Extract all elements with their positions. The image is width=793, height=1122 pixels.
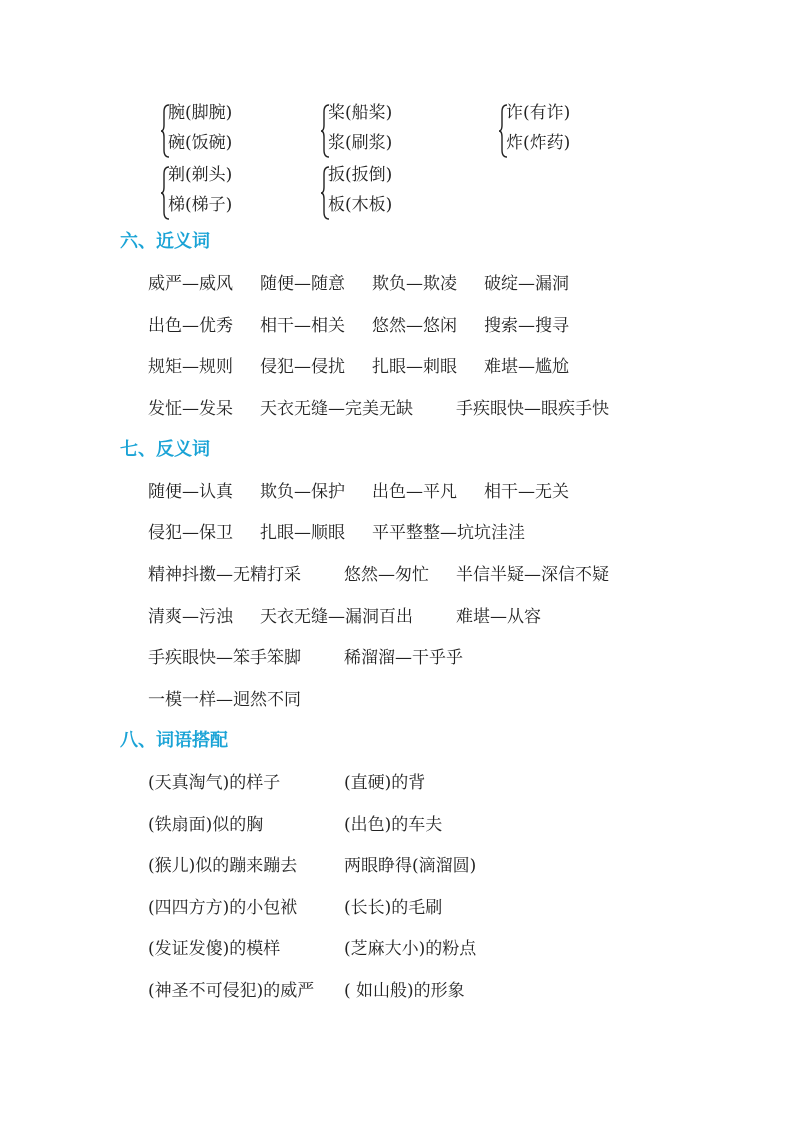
word-pair: 难堪—从容 [456,607,541,627]
word-line: 腕(脚腕) [168,103,233,123]
word-pair: 平平整整—坑坑洼洼 [372,523,525,543]
word-pair: 半信半疑—深信不疑 [456,565,609,585]
section-heading-synonyms: 六、近义词 [120,231,210,252]
collocation-item: (四四方方)的小包袱 [148,898,298,918]
collocation-item: (直硬)的背 [344,773,426,793]
word-line: 浆(刷浆) [328,133,393,153]
word-pair: 手疾眼快—眼疾手快 [456,399,609,419]
word-pair: 稀溜溜—干乎乎 [344,648,463,668]
collocation-item: ( 如山般)的形象 [344,981,465,1001]
word-line: 剃(剃头) [168,165,233,185]
word-pair: 随便—认真 [148,482,233,502]
word-pair: 扎眼—顺眼 [260,523,345,543]
word-line: 扳(扳倒) [328,165,393,185]
collocation-item: (芝麻大小)的粉点 [344,939,477,959]
word-pair: 清爽—污浊 [148,607,233,627]
collocation-item: (天真淘气)的样子 [148,773,281,793]
word-pair: 发怔—发呆 [148,399,233,419]
word-pair: 悠然—匆忙 [344,565,429,585]
collocation-item: (猴儿)似的蹦来蹦去 [148,856,298,876]
bracket-group [160,164,310,228]
word-pair: 搜索—搜寻 [484,316,569,336]
word-pair: 规矩—规则 [148,357,233,377]
bracket-group [160,102,310,166]
word-line: 炸(炸药) [506,133,571,153]
bracket-group [320,164,470,228]
word-pair: 出色—优秀 [148,316,233,336]
word-line: 板(木板) [328,195,393,215]
word-pair: 侵犯—保卫 [148,523,233,543]
word-pair: 出色—平凡 [372,482,457,502]
word-pair: 欺负—欺凌 [372,274,457,294]
word-pair: 破绽—漏洞 [484,274,569,294]
word-pair: 相干—相关 [260,316,345,336]
collocation-item: 两眼睁得(滴溜圆) [344,856,477,876]
section-heading-antonyms: 七、反义词 [120,439,210,460]
word-line: 桨(船桨) [328,103,393,123]
word-pair: 一模一样—迥然不同 [148,690,301,710]
word-line: 梯(梯子) [168,195,233,215]
word-pair: 侵犯—侵扰 [260,357,345,377]
word-line: 诈(有诈) [506,103,571,123]
word-pair: 随便—随意 [260,274,345,294]
word-pair: 精神抖擞—无精打采 [148,565,301,585]
bracket-group [320,102,470,166]
word-pair: 欺负—保护 [260,482,345,502]
word-pair: 难堪—尴尬 [484,357,569,377]
word-pair: 相干—无关 [484,482,569,502]
word-line: 碗(饭碗) [168,133,233,153]
collocation-item: (铁扇面)似的胸 [148,815,264,835]
collocation-item: (发证发傻)的模样 [148,939,281,959]
word-pair: 威严—威风 [148,274,233,294]
collocation-item: (出色)的车夫 [344,815,443,835]
bracket-group [498,102,648,166]
collocation-item: (神圣不可侵犯)的威严 [148,981,315,1001]
word-pair: 悠然—悠闲 [372,316,457,336]
word-pair: 手疾眼快—笨手笨脚 [148,648,301,668]
word-pair: 天衣无缝—完美无缺 [260,399,413,419]
word-pair: 扎眼—刺眼 [372,357,457,377]
collocation-item: (长长)的毛刷 [344,898,443,918]
section-heading-collocations: 八、词语搭配 [120,730,228,751]
word-pair: 天衣无缝—漏洞百出 [260,607,413,627]
